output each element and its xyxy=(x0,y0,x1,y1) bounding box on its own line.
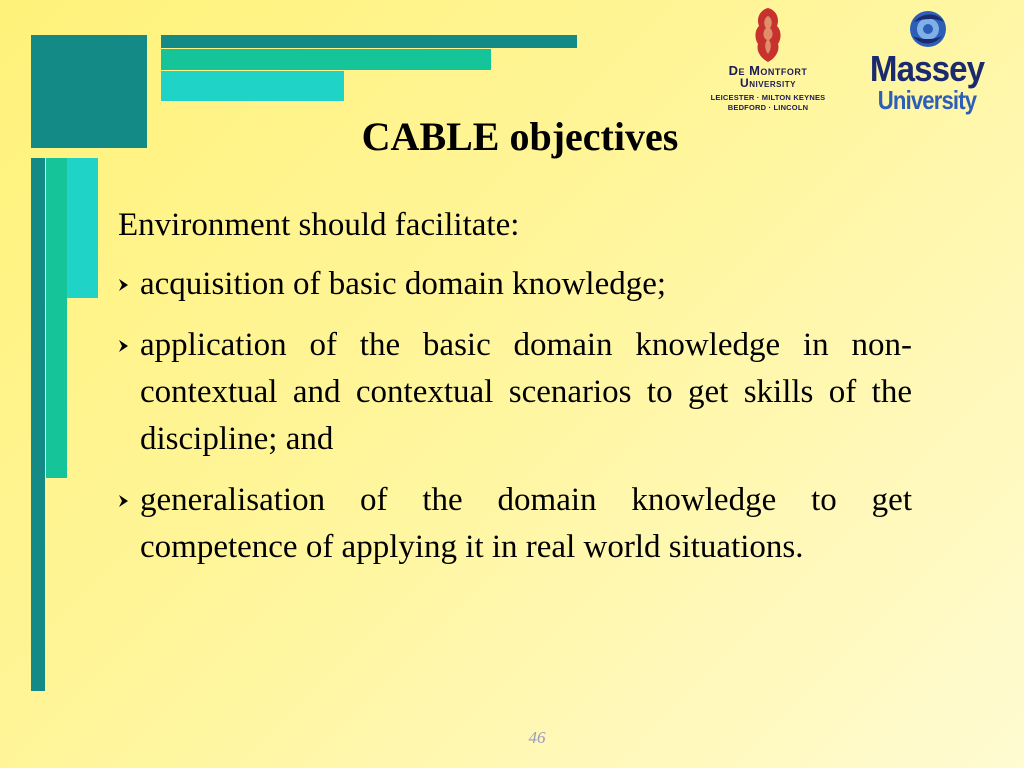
side-bar-dark xyxy=(31,158,45,691)
top-bar-light xyxy=(161,71,344,101)
dmu-crest-icon xyxy=(746,6,790,64)
bullet-item xyxy=(118,477,912,571)
dmu-name-line2: University xyxy=(740,76,796,90)
slide-title: CABLE objectives xyxy=(361,114,679,159)
massey-university-logo xyxy=(864,8,990,128)
dmu-name-line1: De Montfort xyxy=(728,63,808,78)
arrow-bullet-icon xyxy=(118,477,130,524)
massey-emblem-icon xyxy=(906,8,952,50)
massey-name-line1: Massey xyxy=(869,48,985,89)
dmu-places-line2: BEDFORD · LINCOLN xyxy=(727,103,809,112)
bullet-text: generalisation of the domain knowledge to get competence of applying it in real world situations. xyxy=(140,482,912,565)
bullet-item xyxy=(118,261,912,308)
massey-name-line2: University xyxy=(877,85,977,115)
de-montfort-university-logo xyxy=(686,6,850,124)
dmu-places-line1: LEICESTER · MILTON KEYNES xyxy=(710,93,826,102)
side-bar-light xyxy=(67,158,98,298)
side-bar-mid xyxy=(46,158,67,478)
top-bar-mid xyxy=(161,49,491,70)
page-number: 46 xyxy=(528,728,546,747)
bullet-text: application of the basic domain knowledge in non-contextual and contextual scenarios to get skills of the discipline; and xyxy=(140,327,912,457)
slide-body xyxy=(118,202,912,585)
arrow-bullet-icon xyxy=(118,322,130,369)
top-bar-dark xyxy=(161,35,577,48)
bullet-item xyxy=(118,322,912,463)
intro-text: Environment should facilitate: xyxy=(118,207,520,243)
bullet-text: acquisition of basic domain knowledge; xyxy=(140,266,667,302)
top-left-square xyxy=(31,35,147,148)
arrow-bullet-icon xyxy=(118,261,130,308)
